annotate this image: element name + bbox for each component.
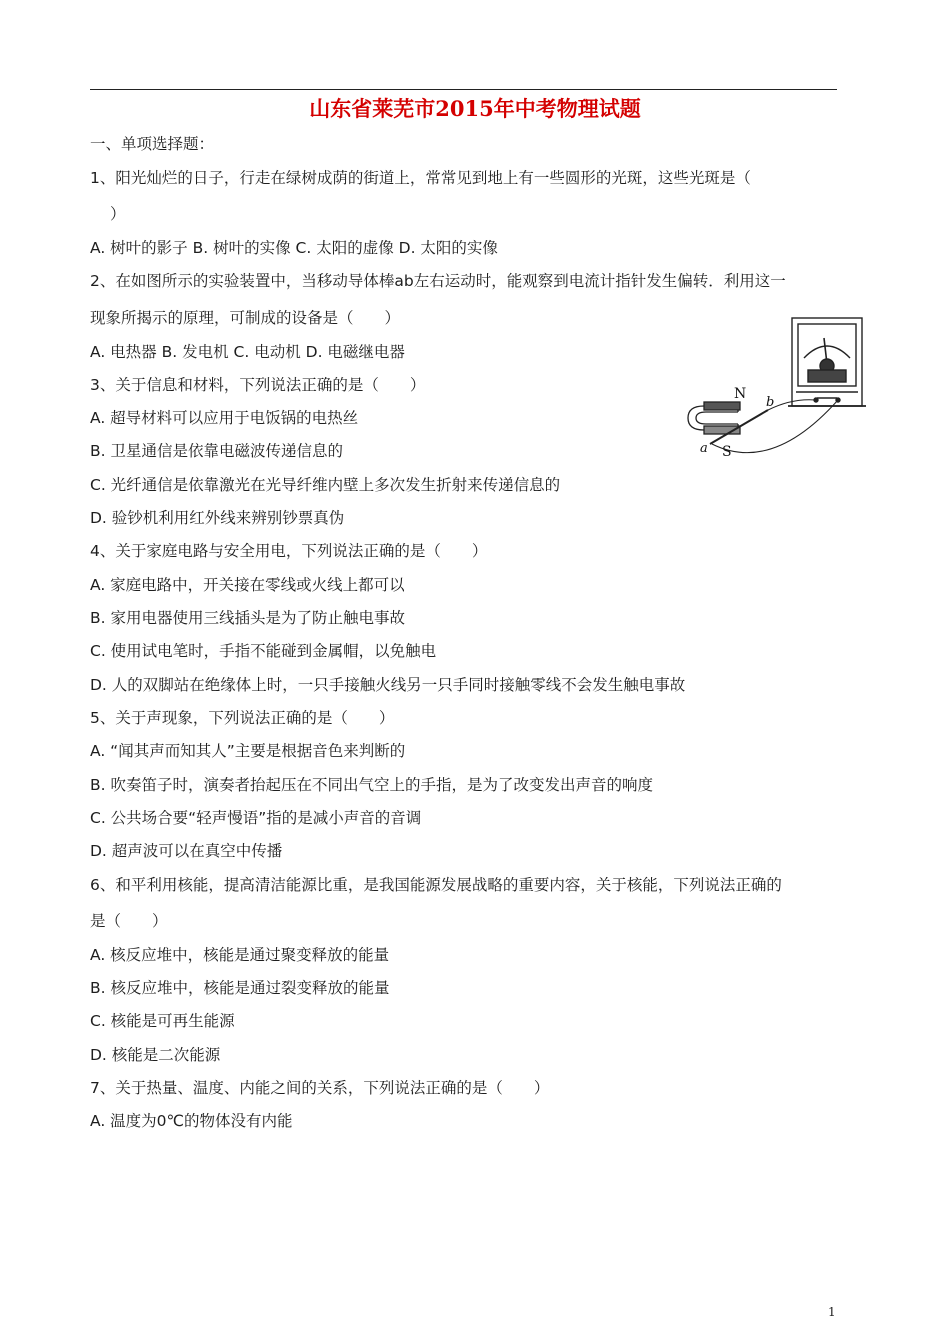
option-line: B. 家用电器使用三线插头是为了防止触电事故 <box>90 609 405 627</box>
question-line: 7、关于热量、温度、内能之间的关系，下列说法正确的是（ ） <box>90 1079 550 1097</box>
experiment-figure <box>682 314 870 464</box>
page-number: 1 <box>828 1305 836 1319</box>
magnet-icon <box>688 402 740 434</box>
figure-label-a: a <box>700 441 708 456</box>
option-line: A. 超导材料可以应用于电饭锅的电热丝 <box>90 409 359 427</box>
option-line: A. 温度为0℃的物体没有内能 <box>90 1112 293 1130</box>
option-line: A. 树叶的影子 B. 树叶的实像 C. 太阳的虚像 D. 太阳的实像 <box>90 239 498 257</box>
page-title: 山东省莱芜市2015年中考物理试题 <box>309 96 641 121</box>
option-line: B. 吹奏笛子时，演奏者抬起压在不同出气空上的手指，是为了改变发出声音的响度 <box>90 776 653 794</box>
option-line: A. “闻其声而知其人”主要是根据音色来判断的 <box>90 742 406 760</box>
option-line: C. 光纤通信是依靠激光在光导纤维内壁上多次发生折射来传递信息的 <box>90 476 561 494</box>
figure-label-b: b <box>766 395 775 410</box>
option-line: D. 核能是二次能源 <box>90 1046 221 1064</box>
question-line: 是（ ） <box>90 912 168 930</box>
option-line: D. 人的双脚站在绝缘体上时，一只手接触火线另一只手同时接触零线不会发生触电事故 <box>90 676 686 694</box>
question-line: 2、在如图所示的实验装置中，当移动导体棒ab左右运动时，能观察到电流计指针发生偏转．利用这一 <box>90 272 786 290</box>
question-line: 5、关于声现象，下列说法正确的是（ ） <box>90 709 395 727</box>
figure-label-s: S <box>722 444 732 460</box>
galvanometer-icon <box>788 318 866 406</box>
header-rule <box>90 89 837 90</box>
figure-label-n: N <box>734 386 747 402</box>
option-line: B. 核反应堆中，核能是通过裂变释放的能量 <box>90 979 390 997</box>
section-heading: 一、单项选择题： <box>90 135 215 153</box>
option-line: C. 使用试电笔时，手指不能碰到金属帽，以免触电 <box>90 642 437 660</box>
question-line: 1、阳光灿烂的日子，行走在绿树成荫的街道上，常常见到地上有一些圆形的光斑，这些光斑是（ <box>90 169 751 187</box>
option-line: A. 家庭电路中，开关接在零线或火线上都可以 <box>90 576 405 594</box>
option-line: C. 公共场合要“轻声慢语”指的是减小声音的音调 <box>90 809 422 827</box>
question-line: 4、关于家庭电路与安全用电，下列说法正确的是（ ） <box>90 542 488 560</box>
option-line: D. 超声波可以在真空中传播 <box>90 842 283 860</box>
question-line: ） <box>110 205 126 223</box>
question-line: 3、关于信息和材料，下列说法正确的是（ ） <box>90 376 426 394</box>
question-line: 现象所揭示的原理，可制成的设备是（ ） <box>90 309 401 327</box>
question-line: 6、和平利用核能，提高清洁能源比重，是我国能源发展战略的重要内容，关于核能，下列说法正确的 <box>90 876 782 894</box>
option-line: D. 验钞机利用红外线来辨别钞票真伪 <box>90 509 345 527</box>
option-line: C. 核能是可再生能源 <box>90 1012 235 1030</box>
option-line: A. 核反应堆中，核能是通过聚变释放的能量 <box>90 946 390 964</box>
option-line: B. 卫星通信是依靠电磁波传递信息的 <box>90 442 343 460</box>
option-line: A. 电热器 B. 发电机 C. 电动机 D. 电磁继电器 <box>90 343 405 361</box>
